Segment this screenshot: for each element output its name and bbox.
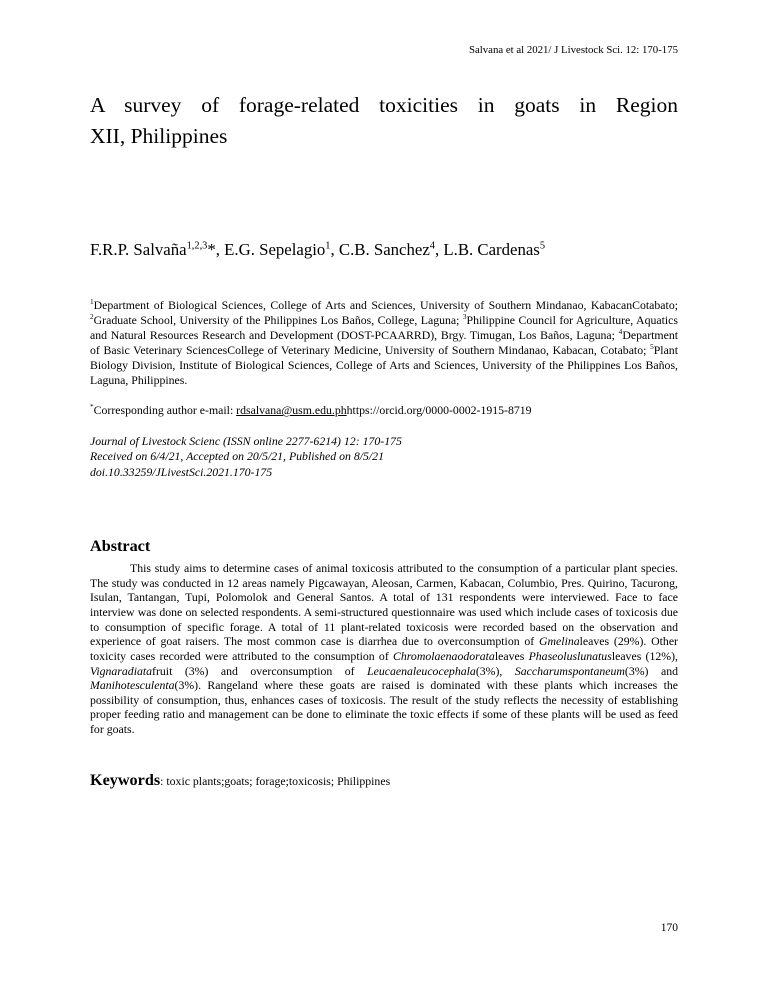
page-title: [90, 90, 678, 152]
journal-info: [90, 434, 678, 480]
affiliations: $^1$Department of Biological Sciences, College of Arts and Sciences, University of Southern Mindanao, KabacanCotabato; $^2$Graduate School, University of the Philippines Los Baños, College, Laguna; $^3$Philippine Council for Agriculture, Aquatics and Natural Resources Research and Development (DOST-PCAARRD), Brgy. Timugan, Los Baños, Laguna; $^4$Department of Basic Veterinary SciencesCollege of Veterinary Medicine, University of Southern Mindanao, Kabacan, Cotabato; $^5$Plant Biology Division, Institute of Biological Sciences, College of Arts and Sciences, University of the Philippines Los Baños, Laguna, Philippines.: [90, 297, 678, 388]
title-line-2: XII, Philippines: [90, 124, 228, 149]
abstract-text: This study aims to determine cases of animal toxicosis attributed to the consumption of a particular plant species. The study was conducted in 12 areas namely Pigcawayan, Aleosan, Carmen, Kabacan, Columbio, Pres. Quirino, Tacurong, Isulan, Tantangan, Tupi, Polomolok and General Santos. A total of 131 respondents were interviewed. Face to face interview was done on selected respondents. A semi-structured questionnaire was used which include cases of toxicosis due to consumption of specific forage. A total of 11 plant-related toxicosis were recorded based on the observation and experience of goat raisers. The most common case is diarrhea due to overconsumption of Gmelinaleaves (29%). Other toxicity cases recorded were attributed to the consumption of Chromolaenaodorataleaves Phaseoluslunatusleaves (12%), Vignaradiatafruit (3%) and overconsumption of Leucaenaleucocephala(3%), Saccharumspontaneum(3%) and Manihotesculenta(3%). Rangeland where these goats are raised is dominated with these plants which increases the possibility of consumption, thus, enhances cases of toxicosis. The result of the study reflects the necessity of establishing proper feeding ratio and management can be done to eliminate the toxic effects if some of these plants will be used as feed for goats.: [90, 561, 678, 737]
authors-line: F.R.P. Salvaña$^{1,2,3}$*, E.G. Sepelagio$^1$, C.B. Sanchez$^4$, L.B. Cardenas$^5$: [90, 240, 546, 260]
title-line-1: A survey of forage-related toxicities in goats in Region: [90, 93, 678, 117]
email-link[interactable]: rdsalvana@usm.edu.ph: [236, 403, 347, 418]
keywords-line: [90, 771, 678, 790]
page-number: 170: [660, 922, 678, 934]
keywords-text: : toxic plants;goats; forage;toxicosis; Philippines: [160, 773, 391, 788]
running-head: Salvana et al 2021/ J Livestock Sci. 12: 170-175: [468, 44, 678, 56]
journal-citation-line: Journal of Livestock Scienc (ISSN online 2277-6214) 12: 170-175: [90, 434, 402, 449]
abstract-heading: Abstract: [90, 537, 151, 556]
corresponding-author-line: *Corresponding author e-mail: rdsalvana@usm.edu.phhttps://orcid.org/0000-0002-1915-8719: [90, 402, 532, 418]
received-accepted-line: Received on 6/4/21, Accepted on 20/5/21, Published on 8/5/21: [90, 449, 384, 464]
keywords-label: Keywords: [90, 770, 161, 789]
doi-line: doi.10.33259/JLivestSci.2021.170-175: [90, 464, 273, 479]
